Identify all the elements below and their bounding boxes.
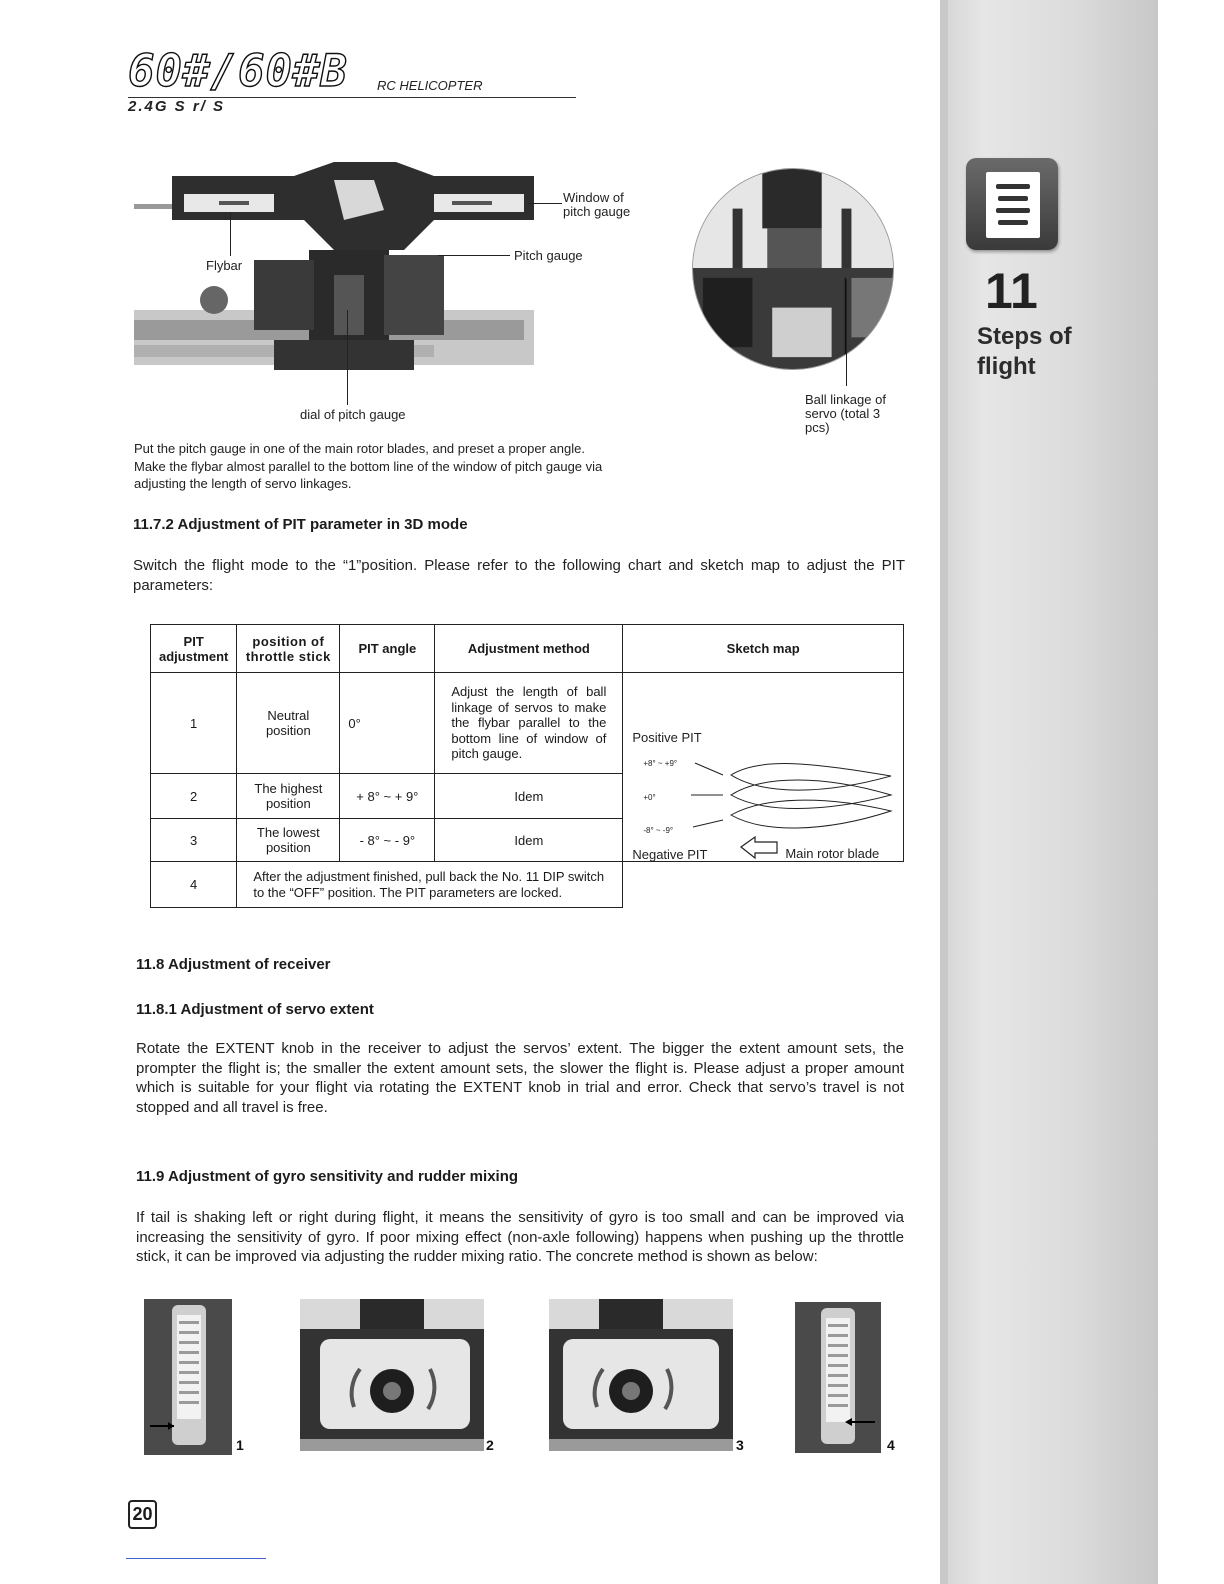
label-pitch-gauge: Pitch gauge bbox=[514, 248, 583, 263]
chapter-title: Steps of flight bbox=[977, 323, 1072, 380]
heading-11-8: 11.8 Adjustment of receiver bbox=[136, 956, 331, 973]
table-row bbox=[151, 862, 904, 908]
header-subtitle: RC HELICOPTER bbox=[377, 78, 483, 93]
figure-number: 1 bbox=[236, 1437, 244, 1453]
footer-rule bbox=[126, 1558, 266, 1559]
servo-linkage-photo bbox=[692, 168, 894, 370]
blade-pitch-diagram bbox=[623, 675, 904, 860]
figure-number: 2 bbox=[486, 1437, 494, 1453]
cell-position: Neutral position bbox=[237, 673, 340, 774]
table-header: PIT adjustment bbox=[151, 625, 237, 673]
dial-arrow-line bbox=[347, 310, 348, 405]
sketch-main-rotor-blade: Main rotor blade bbox=[785, 845, 880, 861]
table-header: PIT angle bbox=[340, 625, 435, 673]
cell-position: The highest position bbox=[237, 774, 340, 819]
series-label: 2.4G S r/ S bbox=[128, 98, 226, 115]
figure-caption: Put the pitch gauge in one of the main rotor blades, and preset a proper angle. Make the flybar almost parallel to the bottom line of the window of pitch gauge via adjusting the length of servo linkages. bbox=[134, 441, 603, 491]
cell-angle: - 8° ~ - 9° bbox=[340, 819, 435, 862]
flybar-arrow-line bbox=[230, 212, 231, 256]
text-11-9: If tail is shaking left or right during flight, it means the sensitivity of gyro is too small and can be improved via increasing the sensitivity of gyro. If poor mixing effect (non-axle following) happens when pushing up the throttle stick, it can be improved via adjusting the rudder mixing ratio. The concrete method is shown as below: bbox=[136, 1209, 904, 1265]
cell-method: Idem bbox=[435, 774, 623, 819]
table-row bbox=[151, 673, 904, 774]
sketch-map-cell bbox=[623, 673, 904, 862]
pit-adjustment-table bbox=[150, 624, 904, 908]
gyro-figure-3 bbox=[549, 1299, 733, 1451]
pitch-gauge-photo bbox=[134, 160, 534, 380]
label-window-pitch-gauge: Window of pitch gauge bbox=[563, 190, 631, 219]
ball-linkage-arrow-line bbox=[846, 280, 847, 386]
page-number: 20 bbox=[128, 1500, 157, 1529]
chapter-number: 11 bbox=[985, 263, 1038, 319]
figure-number: 3 bbox=[736, 1437, 744, 1453]
table-header: position of throttle stick bbox=[237, 625, 340, 673]
document-icon bbox=[966, 158, 1058, 250]
heading-11-9: 11.9 Adjustment of gyro sensitivity and rudder mixing bbox=[136, 1168, 519, 1185]
sidebar-edge bbox=[940, 0, 948, 1584]
cell-method: Adjust the length of ball linkage of servos to make the flybar parallel to the bottom line of window of pitch gauge. bbox=[435, 673, 623, 774]
sketch-zero-angle: +0° bbox=[643, 792, 656, 802]
gyro-figure-1 bbox=[144, 1299, 232, 1455]
intro-11-7-2: Switch the flight mode to the “1”position. Please refer to the following chart and sketch map to adjust the PIT parameters: bbox=[133, 557, 905, 594]
text-11-8-1: Rotate the EXTENT knob in the receiver to adjust the servos’ extent. The bigger the extent amount sets, the prompter the flight is; the smaller the extent amount sets, the slower the flight is. Please adjust a proper amount which is suitable for your flight via rotating the EXTENT knob in trial and error. Check that servo’s travel is not stopped and all travel is free. bbox=[136, 1040, 904, 1116]
heading-11-8-1: 11.8.1 Adjustment of servo extent bbox=[136, 1001, 374, 1018]
cell-adj: 2 bbox=[151, 774, 237, 819]
table-header: Sketch map bbox=[623, 625, 904, 673]
label-ball-linkage: Ball linkage of servo (total 3 pcs) bbox=[805, 392, 886, 435]
cell-adj: 3 bbox=[151, 819, 237, 862]
gyro-figure-2 bbox=[300, 1299, 484, 1451]
product-logo: 60#/60#B bbox=[128, 46, 348, 97]
pitch-gauge-arrow-line bbox=[438, 255, 510, 256]
cell-adj: 1 bbox=[151, 673, 237, 774]
cell-angle: 0° bbox=[340, 673, 435, 774]
cell-method: Idem bbox=[435, 819, 623, 862]
label-flybar: Flybar bbox=[206, 258, 243, 273]
sketch-positive-pit: Positive PIT bbox=[632, 729, 702, 745]
sketch-negative-pit: Negative PIT bbox=[632, 846, 708, 862]
figure-number: 4 bbox=[887, 1437, 895, 1453]
sketch-plus-angle: +8° ~ +9° bbox=[643, 758, 678, 768]
cell-adj: 4 bbox=[151, 862, 237, 908]
cell-position: The lowest position bbox=[237, 819, 340, 862]
gyro-figure-4 bbox=[795, 1302, 881, 1453]
window-arrow-line bbox=[528, 203, 562, 204]
label-dial: dial of pitch gauge bbox=[300, 407, 406, 422]
table-header: Adjustment method bbox=[435, 625, 623, 673]
heading-11-7-2: 11.7.2 Adjustment of PIT parameter in 3D mode bbox=[133, 516, 468, 533]
sketch-minus-angle: -8° ~ -9° bbox=[643, 825, 674, 835]
cell-note: After the adjustment finished, pull back the No. 11 DIP switch to the “OFF” position. The PIT parameters are locked. bbox=[237, 862, 623, 908]
cell-angle: + 8° ~ + 9° bbox=[340, 774, 435, 819]
